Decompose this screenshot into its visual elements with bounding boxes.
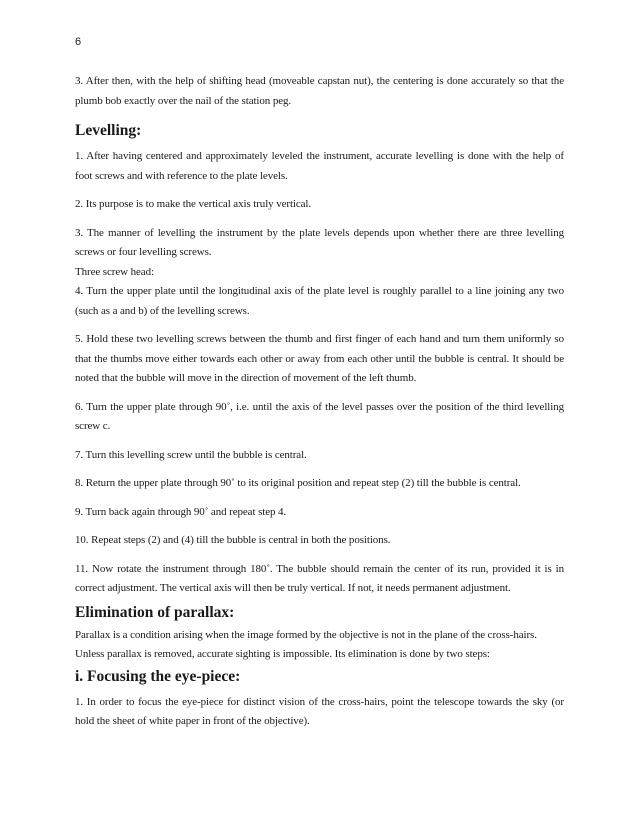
paragraph-parallax-1: Parallax is a condition arising when the image formed by the objective is not in the plane of the cross-hairs. bbox=[75, 628, 537, 641]
page-content bbox=[75, 72, 564, 732]
heading-focusing-eye-piece: i. Focusing the eye-piece: bbox=[75, 667, 241, 685]
paragraph-levelling-5: 5. Hold these two levelling screws between the thumb and first finger of each hand and turn them uniformly so that the thumbs move either towards each other or away from each other until the bubble is central. It should be noted that the bubble will move in the direction of movement of the left thumb. bbox=[75, 333, 564, 384]
paragraph-levelling-3: 3. The manner of levelling the instrument by the plate levels depends upon whether there are three levelling screws or four levelling screws. bbox=[75, 226, 564, 258]
subheading-three-screw-head: Three screw head: bbox=[75, 265, 154, 278]
paragraph-levelling-2: 2. Its purpose is to make the vertical axis truly vertical. bbox=[75, 198, 312, 210]
paragraph-centering-step-3: 3. After then, with the help of shifting head (moveable capstan nut), the centering is done accurately so that the plumb bob exactly over the nail of the station peg. bbox=[75, 75, 564, 107]
paragraph-levelling-10: 10. Repeat steps (2) and (4) till the bubble is central in both the positions. bbox=[75, 534, 391, 546]
page-number: 6 bbox=[75, 36, 82, 48]
paragraph-levelling-11: 11. Now rotate the instrument through 180˚. The bubble should remain the center of its run, provided it is in correct adjustment. The vertical axis will then be truly vertical. If not, it needs permanent adjustment. bbox=[75, 562, 564, 594]
paragraph-levelling-7: 7. Turn this levelling screw until the bubble is central. bbox=[75, 448, 307, 461]
paragraph-levelling-6: 6. Turn the upper plate through 90˚, i.e. until the axis of the level passes over the position of the third levelling screw c. bbox=[75, 400, 564, 432]
paragraph-levelling-9: 9. Turn back again through 90˚ and repeat step 4. bbox=[75, 505, 287, 518]
paragraph-levelling-4: 4. Turn the upper plate until the longitudinal axis of the plate level is roughly parallel to a line joining any two (such as a and b) of the levelling screws. bbox=[75, 285, 564, 317]
paragraph-levelling-8: 8. Return the upper plate through 90˚ to its original position and repeat step (2) till the bubble is central. bbox=[75, 477, 521, 489]
paragraph-levelling-1: 1. After having centered and approximately leveled the instrument, accurate levelling is done with the help of foot screws and with reference to the plate levels. bbox=[75, 150, 564, 182]
heading-levelling: Levelling: bbox=[75, 122, 142, 139]
paragraph-focusing-1: 1. In order to focus the eye-piece for distinct vision of the cross-hairs, point the telescope towards the sky (or hold the sheet of white paper in front of the objective). bbox=[75, 695, 564, 727]
paragraph-parallax-2: Unless parallax is removed, accurate sighting is impossible. Its elimination is done by two steps: bbox=[75, 648, 490, 660]
heading-elimination-of-parallax: Elimination of parallax: bbox=[75, 603, 235, 621]
